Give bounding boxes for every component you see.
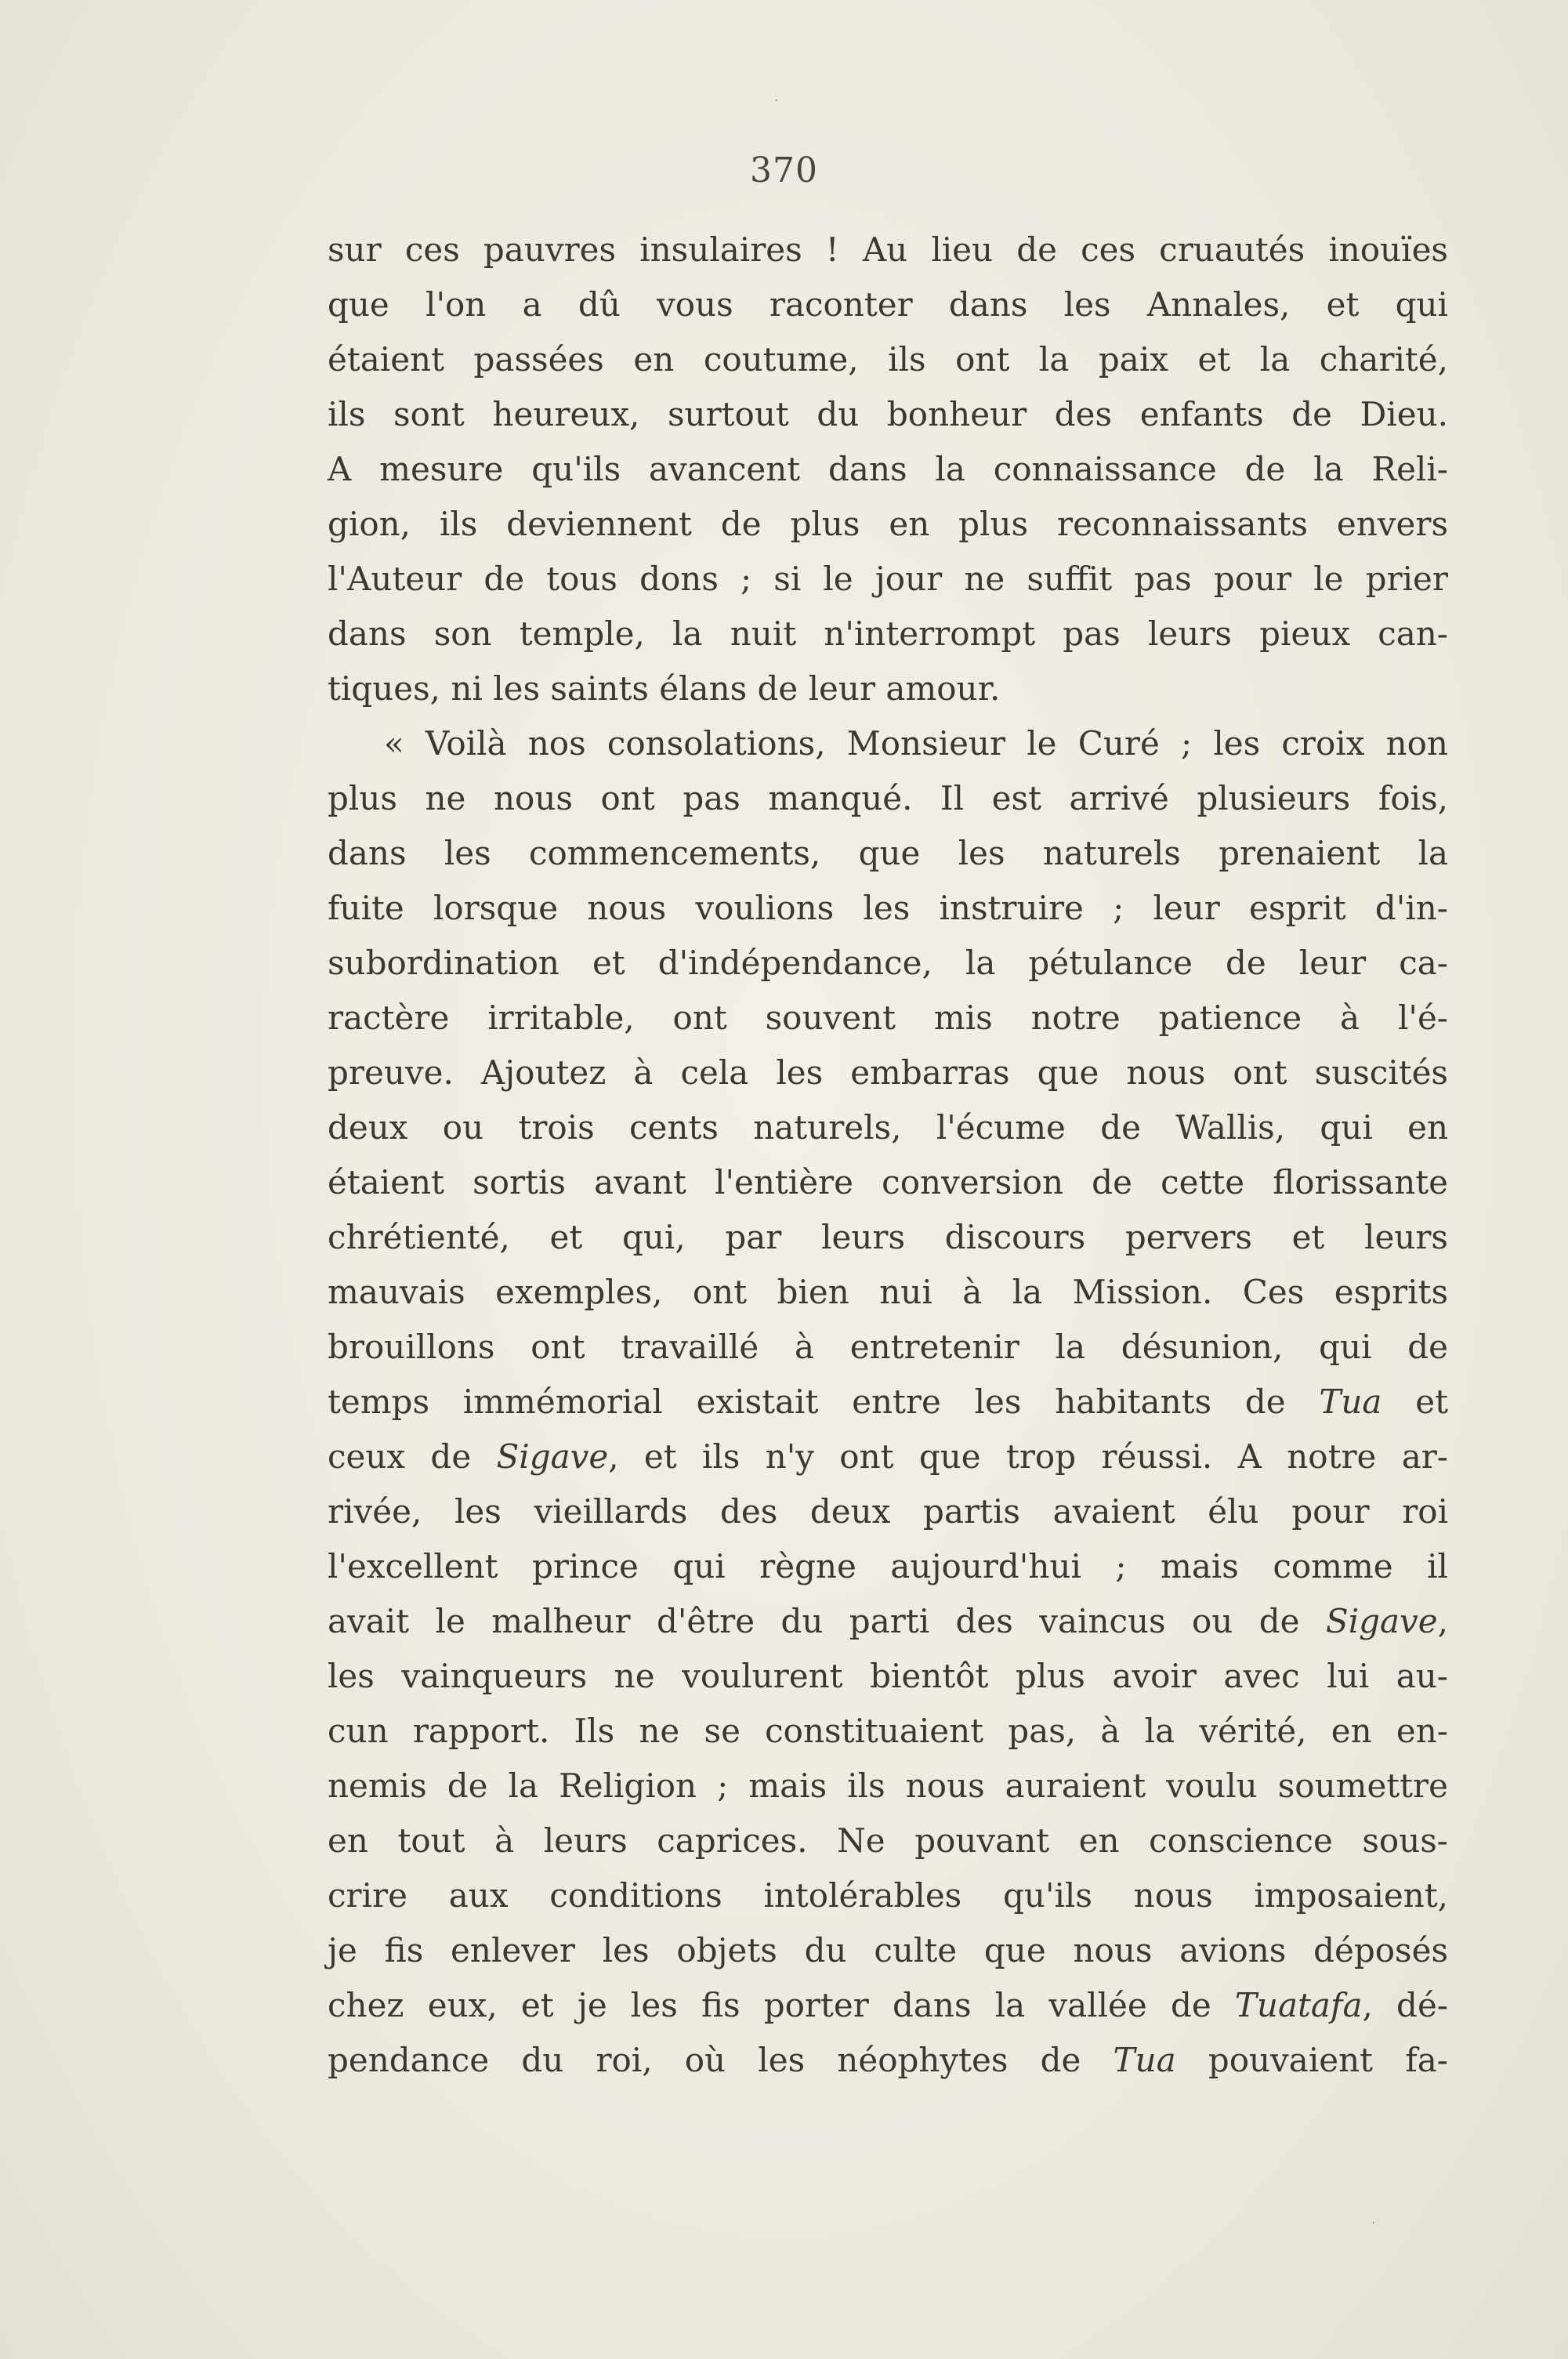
text-line: l'Auteur de tous dons ; si le jour ne suffit pas pour le prier [328,560,1448,598]
text-line: cun rapport. Ils ne se constituaient pas, à la vérité, en en- [328,1712,1448,1750]
text-line: ils sont heureux, surtout du bonheur des enfants de Dieu. [328,395,1448,433]
text-line: dans son temple, la nuit n'interrompt pas leurs pieux can- [328,614,1448,653]
text-line [328,2033,1448,2088]
text-line: sur ces pauvres insulaires ! Au lieu de ces cruautés inouïes [328,230,1448,269]
text-line [328,1594,1448,1649]
text-line [328,1375,1448,1430]
text-line: A mesure qu'ils avancent dans la connaissance de la Reli- [328,450,1448,488]
text-line: brouillons ont travaillé à entretenir la désunion, qui de [328,1328,1448,1366]
text-line [328,1430,1448,1484]
line-segment: ceux de [328,1437,497,1476]
text-line: rivée, les vieillards des deux partis avaient élu pour roi [328,1492,1448,1531]
italic-place-name: Tua [1113,2041,1176,2079]
line-segment: et [1382,1382,1448,1421]
text-line [328,1978,1448,2033]
text-line: mauvais exemples, ont bien nui à la Mission. Ces esprits [328,1273,1448,1311]
text-line: nemis de la Religion ; mais ils nous auraient voulu soumettre [328,1767,1448,1805]
text-line: l'excellent prince qui règne aujourd'hui ; mais comme il [328,1547,1448,1585]
italic-place-name: Sigave [496,1437,609,1476]
text-line: étaient sortis avant l'entière conversion de cette florissante [328,1163,1448,1201]
text-line: les vainqueurs ne voulurent bientôt plus avoir avec lui au- [328,1657,1448,1695]
text-line: fuite lorsque nous voulions les instruire ; leur esprit d'in- [328,889,1448,927]
text-line: ractère irritable, ont souvent mis notre patience à l'é- [328,998,1448,1037]
text-line: en tout à leurs caprices. Ne pouvant en conscience sous- [328,1821,1448,1860]
line-segment: pouvaient fa- [1175,2041,1448,2079]
text-line: que l'on a dû vous raconter dans les Annales, et qui [328,285,1448,324]
text-line: preuve. Ajoutez à cela les embarras que nous ont suscités [328,1053,1448,1092]
paper-speck: · [1371,2215,1376,2231]
line-segment: pendance du roi, où les néophytes de [328,2041,1114,2079]
line-segment: chez eux, et je les fis porter dans la vallée de [328,1986,1235,2024]
paper-speck: · [774,92,779,109]
line-segment: avait le malheur d'être du parti des vaincus ou de [328,1602,1326,1640]
italic-place-name: Tuatafa [1234,1986,1363,2024]
text-line: étaient passées en coutume, ils ont la paix et la charité, [328,340,1448,379]
italic-place-name: Sigave [1325,1602,1438,1640]
text-line: je fis enlever les objets du culte que nous avions déposés [328,1931,1448,1969]
line-segment: , et ils n'y ont que trop réussi. A notre ar- [608,1437,1449,1476]
line-segment: , dé- [1362,1986,1448,2024]
line-segment: , [1437,1602,1448,1640]
page-number: 370 [750,150,818,190]
text-line: gion, ils deviennent de plus en plus reconnaissants envers [328,505,1448,543]
text-line: plus ne nous ont pas manqué. Il est arrivé plusieurs fois, [328,779,1448,817]
paragraph-last-line: tiques, ni les saints élans de leur amour. [328,669,1001,708]
body-text [328,223,1448,2088]
paragraph-first-line: « Voilà nos consolations, Monsieur le Curé ; les croix non [384,724,1448,763]
text-line: chrétienté, et qui, par leurs discours pervers et leurs [328,1218,1448,1256]
text-line: subordination et d'indépendance, la pétulance de leur ca- [328,944,1448,982]
text-line: crire aux conditions intolérables qu'ils nous imposaient, [328,1876,1448,1915]
text-line: deux ou trois cents naturels, l'écume de Wallis, qui en [328,1108,1448,1147]
italic-place-name: Tua [1319,1382,1382,1421]
line-segment: temps immémorial existait entre les habitants de [328,1382,1320,1421]
text-line: dans les commencements, que les naturels prenaient la [328,834,1448,872]
